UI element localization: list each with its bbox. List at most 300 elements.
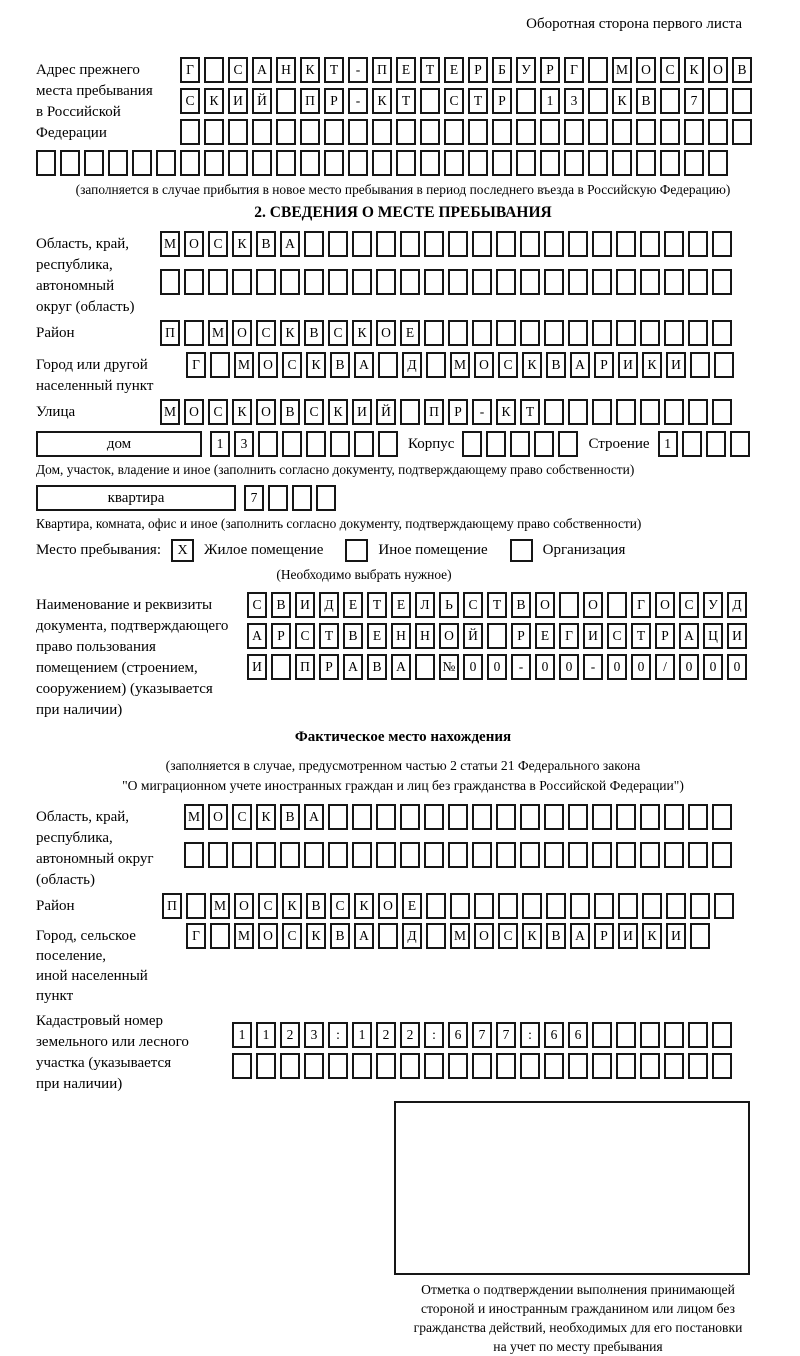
grid-row-stroenie xyxy=(658,431,750,457)
grid-row-fact-raion xyxy=(162,893,734,919)
grid-row-prev-address-1 xyxy=(180,57,752,83)
grid-cell: Е xyxy=(400,320,420,346)
grid-cell: О xyxy=(376,320,396,346)
grid-cell xyxy=(688,1053,708,1079)
grid-cell xyxy=(376,231,396,257)
label-line: округ (область) xyxy=(36,299,135,315)
grid-cell xyxy=(208,842,228,868)
grid-cell: - xyxy=(348,57,368,83)
grid-cell xyxy=(444,119,464,145)
grid-cell: Г xyxy=(180,57,200,83)
grid-cell xyxy=(472,842,492,868)
grid-cell xyxy=(664,804,684,830)
grid-cell: О xyxy=(378,893,398,919)
grid-cell: М xyxy=(160,399,180,425)
label-line: места пребывания xyxy=(36,83,153,99)
grid-cell: К xyxy=(232,399,252,425)
grid-cell xyxy=(204,57,224,83)
grid-cell: Е xyxy=(343,592,363,618)
grid-cell: Т xyxy=(396,88,416,114)
grid-cell xyxy=(496,269,516,295)
grid-row-fact-oblast-2 xyxy=(184,842,732,868)
grid-cell xyxy=(348,150,368,176)
grid-cell xyxy=(688,269,708,295)
label-line: (область) xyxy=(36,872,95,888)
grid-cell xyxy=(714,893,734,919)
grid-cell xyxy=(232,269,252,295)
grid-cell: К xyxy=(300,57,320,83)
grid-cell: В xyxy=(256,231,276,257)
grid-cell xyxy=(426,352,446,378)
grid-cell: А xyxy=(570,923,590,949)
grid-cell: Т xyxy=(367,592,387,618)
grid-cell xyxy=(664,842,684,868)
grid-cell: Г xyxy=(559,623,579,649)
grid-cell: К xyxy=(232,231,252,257)
grid-cell: К xyxy=(306,352,326,378)
grid-cell: И xyxy=(666,923,686,949)
residence-type-label: Место пребывания: xyxy=(36,542,161,558)
grid-cell: И xyxy=(583,623,603,649)
grid-cell: К xyxy=(612,88,632,114)
label-line: земельного или лесного xyxy=(36,1034,189,1050)
grid-row-doc-2 xyxy=(247,623,747,649)
ulitsa-label: Улица xyxy=(36,404,76,420)
grid-cell xyxy=(496,1053,516,1079)
grid-cell xyxy=(664,399,684,425)
grid-cell xyxy=(306,431,326,457)
fact-gorod-label xyxy=(36,923,186,1006)
label-line: на учет по месту пребывания xyxy=(493,1339,663,1354)
grid-cell: Л xyxy=(415,592,435,618)
grid-cell xyxy=(568,399,588,425)
dom-row xyxy=(36,431,770,457)
grid-row-fact-oblast-1 xyxy=(184,804,732,830)
grid-cell: В xyxy=(367,654,387,680)
grid-cell: А xyxy=(391,654,411,680)
doc-label xyxy=(36,592,247,721)
grid-cell xyxy=(496,231,516,257)
doc-rows xyxy=(247,592,747,685)
grid-cell xyxy=(376,269,396,295)
grid-cell xyxy=(640,231,660,257)
stamp-area xyxy=(386,1101,770,1356)
grid-cell: № xyxy=(439,654,459,680)
grid-cell: - xyxy=(583,654,603,680)
grid-cell xyxy=(592,320,612,346)
grid-cell: Д xyxy=(402,923,422,949)
grid-cell xyxy=(664,269,684,295)
label-line: республика, xyxy=(36,257,113,273)
grid-cell: 7 xyxy=(684,88,704,114)
grid-cell: М xyxy=(184,804,204,830)
grid-cell: В xyxy=(343,623,363,649)
ulitsa-group xyxy=(36,399,770,425)
grid-cell xyxy=(558,431,578,457)
grid-cell xyxy=(664,1022,684,1048)
grid-cell xyxy=(616,804,636,830)
grid-cell xyxy=(684,119,704,145)
grid-cell xyxy=(232,1053,252,1079)
grid-cell xyxy=(616,1022,636,1048)
grid-cell xyxy=(372,119,392,145)
grid-cell xyxy=(544,320,564,346)
grid-cell: О xyxy=(232,320,252,346)
grid-cell xyxy=(424,842,444,868)
grid-cell xyxy=(534,431,554,457)
grid-cell xyxy=(472,1053,492,1079)
grid-cell xyxy=(708,119,728,145)
grid-cell: 6 xyxy=(544,1022,564,1048)
grid-cell xyxy=(84,150,104,176)
grid-cell: 2 xyxy=(280,1022,300,1048)
grid-cell xyxy=(588,150,608,176)
grid-cell xyxy=(186,893,206,919)
grid-cell: К xyxy=(256,804,276,830)
grid-cell xyxy=(210,352,230,378)
grid-cell xyxy=(180,150,200,176)
grid-cell: Ц xyxy=(703,623,723,649)
fact-gorod-group xyxy=(36,923,770,1006)
grid-cell: А xyxy=(252,57,272,83)
label-line: населенный пункт xyxy=(36,378,154,394)
grid-cell: С xyxy=(180,88,200,114)
grid-cell: : xyxy=(520,1022,540,1048)
grid-cell xyxy=(588,88,608,114)
grid-cell xyxy=(36,150,56,176)
grid-row-cadastre-2 xyxy=(232,1053,732,1079)
grid-cell xyxy=(400,1053,420,1079)
grid-cell xyxy=(592,1053,612,1079)
gorod-label xyxy=(36,352,186,397)
grid-cell xyxy=(280,269,300,295)
raion-group xyxy=(36,320,770,346)
grid-cell: С xyxy=(660,57,680,83)
grid-cell: Д xyxy=(402,352,422,378)
grid-cell xyxy=(640,804,660,830)
grid-cell: Ь xyxy=(439,592,459,618)
grid-cell xyxy=(544,842,564,868)
grid-cell xyxy=(520,842,540,868)
grid-cell: К xyxy=(354,893,374,919)
grid-cell xyxy=(324,150,344,176)
grid-cell xyxy=(616,842,636,868)
grid-cell: К xyxy=(684,57,704,83)
checkbox-organizatsiya xyxy=(510,539,533,562)
grid-cell: Р xyxy=(448,399,468,425)
grid-cell: В xyxy=(330,352,350,378)
grid-row-cadastre-1 xyxy=(232,1022,732,1048)
grid-cell: / xyxy=(655,654,675,680)
grid-cell xyxy=(588,119,608,145)
grid-row-korpus xyxy=(462,431,578,457)
grid-cell xyxy=(354,431,374,457)
grid-cell: У xyxy=(703,592,723,618)
grid-cell xyxy=(160,269,180,295)
grid-cell: С xyxy=(304,399,324,425)
grid-cell xyxy=(664,320,684,346)
label-line: иной населенный пункт xyxy=(36,968,148,1004)
fact-raion-label: Район xyxy=(36,898,75,914)
grid-cell xyxy=(559,592,579,618)
grid-cell xyxy=(540,150,560,176)
grid-cell: А xyxy=(343,654,363,680)
grid-cell: А xyxy=(570,352,590,378)
grid-cell xyxy=(400,269,420,295)
grid-cell xyxy=(688,842,708,868)
grid-cell xyxy=(712,1053,732,1079)
grid-cell: 7 xyxy=(496,1022,516,1048)
residence-choose-note: (Необходимо выбрать нужное) xyxy=(276,567,452,582)
grid-cell xyxy=(664,1053,684,1079)
grid-cell xyxy=(660,150,680,176)
label-line: Адрес прежнего xyxy=(36,62,140,78)
label-line: Федерации xyxy=(36,125,107,141)
grid-cell xyxy=(184,269,204,295)
grid-cell xyxy=(520,269,540,295)
grid-cell: В xyxy=(636,88,656,114)
label-line: Область, край, xyxy=(36,809,130,825)
grid-cell: М xyxy=(450,352,470,378)
grid-cell: А xyxy=(247,623,267,649)
grid-cell xyxy=(282,431,302,457)
grid-cell: С xyxy=(208,231,228,257)
grid-cell xyxy=(396,119,416,145)
grid-cell xyxy=(258,431,278,457)
grid-cell xyxy=(424,320,444,346)
grid-cell: И xyxy=(666,352,686,378)
grid-cell: Р xyxy=(594,352,614,378)
stamp-box xyxy=(394,1101,750,1275)
grid-cell: 0 xyxy=(727,654,747,680)
grid-cell xyxy=(300,150,320,176)
grid-cell: К xyxy=(282,893,302,919)
grid-cell xyxy=(496,804,516,830)
label-line: Область, край, xyxy=(36,236,130,252)
grid-cell: О xyxy=(234,893,254,919)
grid-cell xyxy=(712,842,732,868)
grid-cell: 0 xyxy=(535,654,555,680)
grid-cell: Б xyxy=(492,57,512,83)
grid-cell: 0 xyxy=(679,654,699,680)
grid-cell: Т xyxy=(324,57,344,83)
grid-row-dom xyxy=(210,431,398,457)
grid-cell xyxy=(448,804,468,830)
grid-cell: О xyxy=(439,623,459,649)
kvartira-row xyxy=(36,485,770,511)
doc-group xyxy=(36,592,770,721)
label-line: Город или другой xyxy=(36,357,148,373)
grid-cell xyxy=(544,804,564,830)
grid-cell: М xyxy=(450,923,470,949)
cadastre-label xyxy=(36,1008,232,1095)
grid-cell: К xyxy=(306,923,326,949)
grid-cell: М xyxy=(208,320,228,346)
grid-cell xyxy=(642,893,662,919)
grid-cell xyxy=(616,320,636,346)
prev-address-group xyxy=(36,57,770,150)
grid-cell: 1 xyxy=(256,1022,276,1048)
grid-cell: С xyxy=(208,399,228,425)
grid-cell xyxy=(690,893,710,919)
grid-cell: Р xyxy=(319,654,339,680)
grid-cell xyxy=(328,269,348,295)
grid-cell: Е xyxy=(535,623,555,649)
page-corner-note: Оборотная сторона первого листа xyxy=(526,16,742,32)
grid-cell: Р xyxy=(324,88,344,114)
label-line: гражданства действий, необходимых для его постановки xyxy=(413,1320,743,1335)
grid-cell: Т xyxy=(631,623,651,649)
grid-cell xyxy=(496,842,516,868)
grid-cell: Д xyxy=(319,592,339,618)
fact-oblast-label xyxy=(36,804,184,891)
grid-cell: Н xyxy=(415,623,435,649)
grid-cell: С xyxy=(679,592,699,618)
grid-cell xyxy=(496,320,516,346)
grid-cell: К xyxy=(280,320,300,346)
grid-cell: В xyxy=(546,352,566,378)
grid-cell xyxy=(396,150,416,176)
fact-raion-group xyxy=(36,893,770,919)
grid-cell: О xyxy=(184,231,204,257)
grid-cell xyxy=(184,842,204,868)
grid-cell: Г xyxy=(564,57,584,83)
grid-cell xyxy=(498,893,518,919)
grid-cell: М xyxy=(234,923,254,949)
dom-box: дом xyxy=(36,431,202,457)
grid-cell xyxy=(544,1053,564,1079)
grid-cell xyxy=(712,804,732,830)
label-line: в Российской xyxy=(36,104,121,120)
grid-cell xyxy=(378,923,398,949)
grid-cell: С xyxy=(444,88,464,114)
grid-cell: С xyxy=(498,923,518,949)
grid-row-oblast-2 xyxy=(160,269,732,295)
grid-cell xyxy=(468,150,488,176)
grid-cell xyxy=(472,231,492,257)
grid-cell xyxy=(568,231,588,257)
grid-cell xyxy=(228,150,248,176)
grid-cell: С xyxy=(247,592,267,618)
grid-cell xyxy=(448,842,468,868)
grid-cell xyxy=(448,269,468,295)
grid-cell xyxy=(156,150,176,176)
option-label-organizatsiya: Организация xyxy=(542,542,626,558)
grid-cell: К xyxy=(372,88,392,114)
grid-cell: Р xyxy=(655,623,675,649)
grid-cell: В xyxy=(280,399,300,425)
grid-cell xyxy=(420,150,440,176)
grid-cell: В xyxy=(280,804,300,830)
grid-cell xyxy=(324,119,344,145)
grid-cell: 0 xyxy=(463,654,483,680)
grid-cell xyxy=(210,923,230,949)
grid-cell xyxy=(420,119,440,145)
grid-cell xyxy=(376,804,396,830)
label-line: при наличии) xyxy=(36,702,123,718)
grid-row-doc-1 xyxy=(247,592,747,618)
label-line: стороной и иностранным гражданином или лицом без xyxy=(421,1301,735,1316)
grid-cell xyxy=(328,231,348,257)
grid-cell xyxy=(640,320,660,346)
grid-cell: Н xyxy=(391,623,411,649)
grid-cell: О xyxy=(184,399,204,425)
label-line: помещением (строением, xyxy=(36,660,198,676)
grid-row-oblast-1 xyxy=(160,231,732,257)
grid-cell xyxy=(688,804,708,830)
grid-cell xyxy=(376,842,396,868)
grid-cell: И xyxy=(727,623,747,649)
grid-cell xyxy=(592,842,612,868)
fact-note xyxy=(36,756,770,796)
grid-cell: Т xyxy=(468,88,488,114)
grid-cell: П xyxy=(295,654,315,680)
grid-cell xyxy=(730,431,750,457)
grid-cell: О xyxy=(474,923,494,949)
grid-cell: 7 xyxy=(244,485,264,511)
grid-cell: К xyxy=(204,88,224,114)
grid-cell xyxy=(618,893,638,919)
grid-cell: Д xyxy=(727,592,747,618)
oblast-group xyxy=(36,231,770,318)
grid-cell xyxy=(568,1053,588,1079)
grid-cell xyxy=(544,399,564,425)
label-line: право пользования xyxy=(36,639,156,655)
grid-cell: 2 xyxy=(400,1022,420,1048)
grid-cell xyxy=(546,893,566,919)
grid-cell: С xyxy=(328,320,348,346)
label-line: республика, xyxy=(36,830,113,846)
grid-cell xyxy=(232,842,252,868)
grid-cell xyxy=(568,842,588,868)
grid-cell xyxy=(564,119,584,145)
grid-cell xyxy=(516,88,536,114)
grid-cell xyxy=(592,269,612,295)
dom-note: Дом, участок, владение и иное (заполнить согласно документу, подтверждающему право собственности) xyxy=(36,462,635,477)
grid-cell: В xyxy=(546,923,566,949)
cadastre-group xyxy=(36,1008,770,1095)
grid-cell xyxy=(690,923,710,949)
grid-cell xyxy=(688,1022,708,1048)
grid-row-prev-address-2 xyxy=(180,88,752,114)
grid-cell: Т xyxy=(420,57,440,83)
grid-cell: С xyxy=(258,893,278,919)
grid-cell xyxy=(688,399,708,425)
stroenie-label: Строение xyxy=(588,435,650,452)
grid-cell: И xyxy=(228,88,248,114)
grid-cell xyxy=(352,1053,372,1079)
grid-cell xyxy=(352,269,372,295)
grid-cell: С xyxy=(256,320,276,346)
label-line: автономный округ xyxy=(36,851,154,867)
grid-cell: С xyxy=(463,592,483,618)
grid-row-gorod xyxy=(186,352,734,378)
grid-cell xyxy=(616,269,636,295)
grid-cell xyxy=(510,431,530,457)
grid-cell xyxy=(660,88,680,114)
grid-cell: : xyxy=(328,1022,348,1048)
grid-cell xyxy=(280,842,300,868)
grid-cell: С xyxy=(498,352,518,378)
grid-cell xyxy=(424,231,444,257)
kvartira-box: квартира xyxy=(36,485,236,511)
grid-cell: 0 xyxy=(487,654,507,680)
grid-cell xyxy=(592,399,612,425)
grid-cell xyxy=(708,150,728,176)
grid-cell xyxy=(276,119,296,145)
grid-cell: 0 xyxy=(559,654,579,680)
grid-cell xyxy=(292,485,312,511)
